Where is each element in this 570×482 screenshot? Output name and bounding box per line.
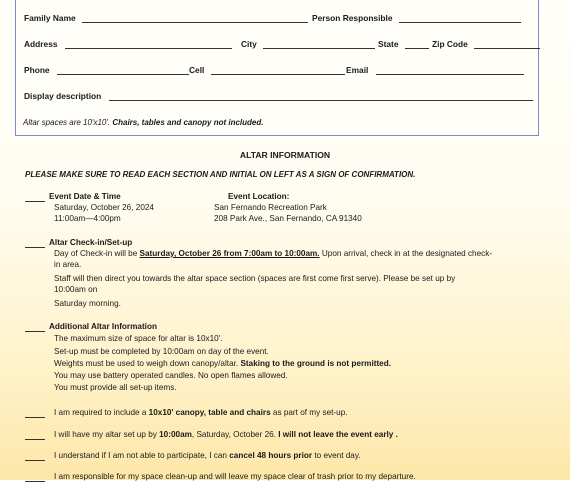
initial-blank[interactable] [25, 452, 45, 461]
initial-blank[interactable] [25, 193, 45, 202]
person-responsible-row [312, 13, 521, 23]
additional-line-4: You may use battery operated candles. No open flames allowed. [54, 371, 288, 380]
person-responsible-label: Person Responsible [312, 13, 393, 23]
altar-space-note: Altar spaces are 10'x10'. Chairs, tables and canopy not included. [23, 118, 264, 127]
email-label: Email [346, 65, 369, 75]
event-date-heading: Event Date & Time [49, 192, 121, 201]
confirmation-cancel: I understand if I am not able to participate, I can cancel 48 hours prior to event day. [25, 450, 361, 461]
confirmation-setup: I will have my altar set up by 10:00am, Saturday, October 26. I will not leave the event early . [25, 429, 398, 440]
event-location-name: San Fernando Recreation Park [214, 203, 327, 212]
state-label: State [378, 39, 399, 49]
email-field[interactable] [376, 66, 524, 75]
phone-label: Phone [24, 65, 50, 75]
checkin-heading: Altar Check-in/Set-up [49, 238, 133, 247]
event-location-address: 208 Park Ave., San Fernando, CA 91340 [214, 214, 362, 223]
initial-blank[interactable] [25, 431, 45, 440]
state-field[interactable] [405, 40, 429, 49]
zip-field[interactable] [474, 40, 540, 49]
cell-row [189, 65, 345, 75]
event-section [25, 191, 121, 202]
event-date: Saturday, October 26, 2024 [54, 203, 154, 212]
person-responsible-field[interactable] [399, 14, 521, 23]
checkin-line-5: Saturday morning. [54, 299, 121, 308]
confirmation-cleanup: I am responsible for my space clean-up and will leave my space clear of trash prior to my departure. [25, 471, 416, 482]
initial-blank[interactable] [25, 409, 45, 418]
event-location-heading: Event Location: [228, 192, 290, 201]
additional-line-3: Weights must be used to weigh down canopy/altar. Staking to the ground is not permitted. [54, 359, 392, 368]
email-row [346, 65, 524, 75]
initial-blank[interactable] [25, 323, 45, 332]
instruction-text: PLEASE MAKE SURE TO READ EACH SECTION AND INITIAL ON LEFT AS A SIGN OF CONFIRMATION. [25, 170, 416, 179]
additional-heading: Additional Altar Information [49, 322, 157, 331]
additional-section [25, 321, 157, 332]
cell-label: Cell [189, 65, 205, 75]
section-title: ALTAR INFORMATION [239, 150, 331, 160]
address-field[interactable] [65, 40, 232, 49]
address-row [24, 39, 232, 49]
additional-line-2: Set-up must be completed by 10:00am on day of the event. [54, 347, 269, 356]
display-row [24, 91, 533, 101]
checkin-section [25, 237, 132, 248]
cell-field[interactable] [211, 66, 345, 75]
phone-row [24, 65, 189, 75]
address-label: Address [24, 39, 58, 49]
checkin-line-2: in area. [54, 260, 82, 269]
phone-field[interactable] [57, 66, 189, 75]
display-field[interactable] [109, 92, 533, 101]
event-time: 11:00am—4:00pm [54, 214, 121, 223]
zip-label: Zip Code [432, 39, 468, 49]
city-label: City [241, 39, 257, 49]
additional-line-5: You must provide all set-up items. [54, 383, 177, 392]
checkin-line-3: Staff will then direct you towards the altar space section (spaces are first come first serve). Please be set up by [54, 274, 456, 283]
state-row [378, 39, 429, 49]
registration-form [15, 0, 539, 136]
confirmation-canopy: I am required to include a 10x10' canopy, table and chairs as part of my set-up. [25, 407, 348, 418]
city-field[interactable] [263, 40, 375, 49]
family-name-row [24, 13, 308, 23]
display-label: Display description [24, 91, 102, 101]
initial-blank[interactable] [25, 239, 45, 248]
family-name-field[interactable] [82, 14, 308, 23]
zip-row [432, 39, 540, 49]
additional-line-1: The maximum size of space for altar is 10x10'. [54, 334, 223, 343]
family-name-label: Family Name [24, 13, 76, 23]
checkin-line-1: Day of Check-in will be Saturday, October 26 from 7:00am to 10:00am. Upon arrival, check in at the designated check- [54, 249, 493, 258]
initial-blank[interactable] [25, 473, 45, 482]
checkin-line-4: 10:00am on [54, 285, 98, 294]
city-row [241, 39, 375, 49]
